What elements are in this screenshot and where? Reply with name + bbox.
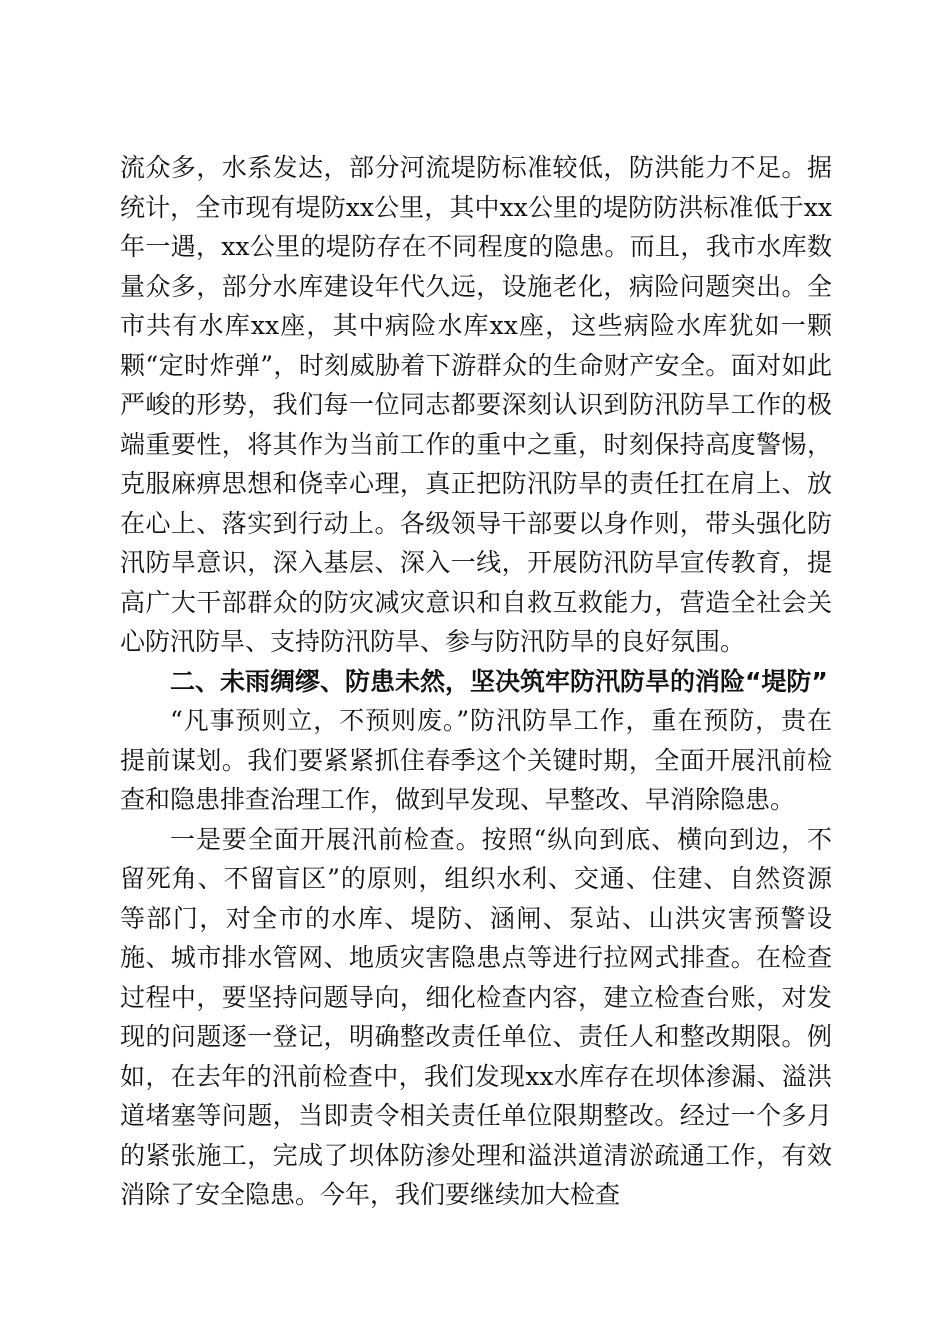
section-heading-2: 二、未雨绸缪、防患未然，坚决筑牢防汛防旱的消险“堤防” [170,666,828,696]
paragraph-body-2: “凡事预则立，不预则废。”防汛防旱工作，重在预防，贵在提前谋划。我们要紧紧抓住春季这个关键时期，全面开展汛前检查和隐患排查治理工作，做到早发现、早整改、早消除隐患。 [120,706,832,814]
document-body [120,148,832,1215]
paragraph-body-3: 一是要全面开展汛前检查。按照“纵向到底、横向到边，不留死角、不留盲区”的原则，组织水利、交通、住建、自然资源等部门，对全市的水库、堤防、涵闸、泵站、山洪灾害预警设施、城市排水管网、地质灾害隐患点等进行拉网式排查。在检查过程中，要坚持问题导向，细化检查内容，建立检查台账，对发现的问题逐一登记，明确整改责任单位、责任人和整改期限。例如，在去年的汛前检查中，我们发现xx水库存在坝体渗漏、溢洪道堵塞等问题，当即责令相关责任单位限期整改。经过一个多月的紧张施工，完成了坝体防渗处理和溢洪道清淤疏通工作，有效消除了安全隐患。今年，我们要继续加大检查 [120,824,832,1209]
paragraph-body-1: 流众多，水系发达，部分河流堤防标准较低，防洪能力不足。据统计，全市现有堤防xx公里，其中xx公里的堤防防洪标准低于xx年一遇，xx公里的堤防存在不同程度的隐患。而且，我市水库数量众多，部分水库建设年代久远，设施老化，病险问题突出。全市共有水库xx座，其中病险水库xx座，这些病险水库犹如一颗颗“定时炸弹”，时刻威胁着下游群众的生命财产安全。面对如此严峻的形势，我们每一位同志都要深刻认识到防汛防旱工作的极端重要性，将其作为当前工作的重中之重，时刻保持高度警惕，克服麻痹思想和侥幸心理，真正把防汛防旱的责任扛在肩上、放在心上、落实到行动上。各级领导干部要以身作则，带头强化防汛防旱意识，深入基层、深入一线，开展防汛防旱宣传教育，提高广大干部群众的防灾减灾意识和自救互救能力，营造全社会关心防汛防旱、支持防汛防旱、参与防汛防旱的良好氛围。 [120,153,832,656]
